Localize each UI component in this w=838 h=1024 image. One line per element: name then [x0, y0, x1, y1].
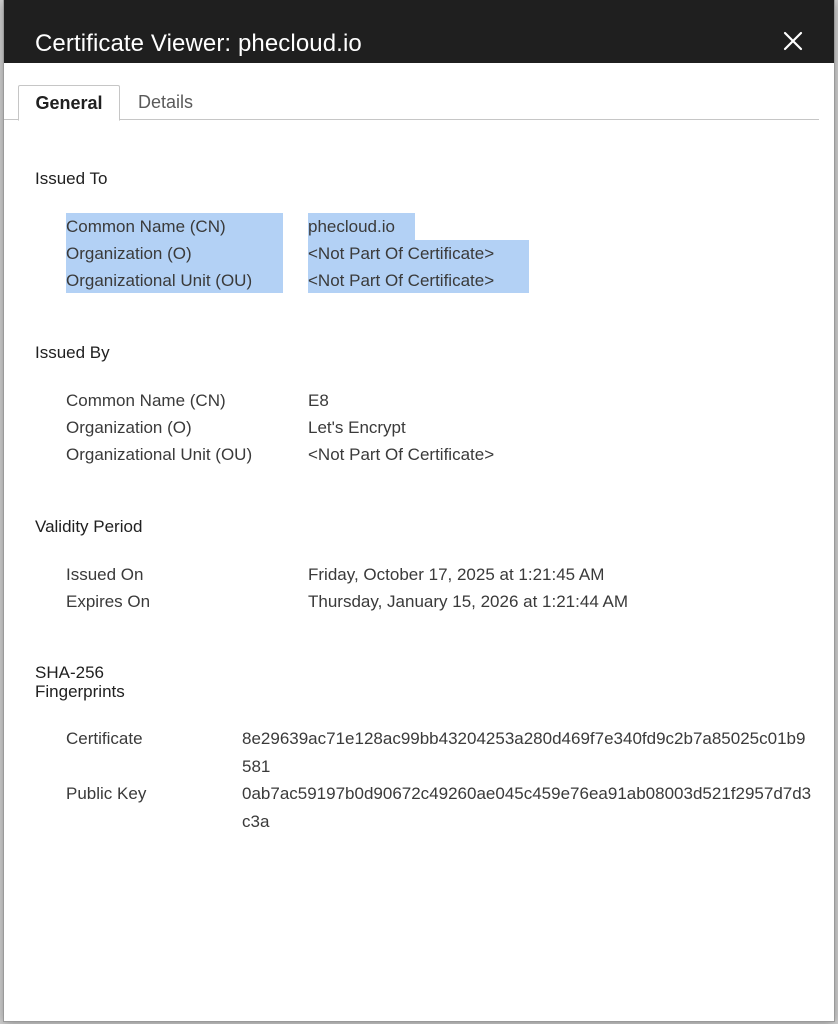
issued-by-o-value: Let's Encrypt	[308, 418, 406, 437]
tab-details[interactable]: Details	[138, 92, 194, 112]
issued-to-o-label: Organization (O)	[66, 244, 192, 263]
issued-by-ou-value: <Not Part Of Certificate>	[308, 445, 495, 464]
issued-to-o-value: <Not Part Of Certificate>	[308, 244, 495, 263]
fingerprints-heading-line2: Fingerprints	[35, 682, 125, 701]
issued-to-heading: Issued To	[35, 169, 108, 188]
issued-on-value: Friday, October 17, 2025 at 1:21:45 AM	[308, 565, 605, 584]
public-key-fingerprint-value: 0ab7ac59197b0d90672c49260ae045c459e76ea91ab08003d521f2957d7d3c3a	[242, 784, 812, 831]
issued-by-heading: Issued By	[35, 343, 110, 362]
tab-bar	[4, 63, 834, 121]
issued-on-label: Issued On	[66, 565, 144, 584]
expires-on-label: Expires On	[66, 592, 151, 611]
issued-to-ou-value: <Not Part Of Certificate>	[308, 271, 495, 290]
public-key-fingerprint-label: Public Key	[66, 784, 147, 803]
dialog-titlebar	[4, 0, 834, 63]
issued-by-cn-label: Common Name (CN)	[66, 391, 226, 410]
certificate-fingerprint-value: 8e29639ac71e128ac99bb43204253a280d469f7e340fd9c2b7a85025c01b9581	[242, 729, 806, 776]
issued-to-ou-label: Organizational Unit (OU)	[66, 271, 253, 290]
issued-to-cn-label: Common Name (CN)	[66, 217, 226, 236]
validity-heading: Validity Period	[35, 517, 143, 536]
certificate-viewer-dialog	[4, 0, 834, 1021]
close-button[interactable]	[780, 28, 806, 54]
expires-on-value: Thursday, January 15, 2026 at 1:21:44 AM	[308, 592, 629, 611]
issued-by-ou-label: Organizational Unit (OU)	[66, 445, 253, 464]
fingerprints-heading-line1: SHA-256	[35, 663, 104, 682]
certificate-fingerprint-label: Certificate	[66, 729, 143, 748]
issued-to-cn-value: phecloud.io	[308, 217, 395, 236]
issued-by-o-label: Organization (O)	[66, 418, 192, 437]
issued-by-cn-value: E8	[308, 391, 329, 410]
close-icon	[780, 28, 806, 54]
dialog-title: Certificate Viewer: phecloud.io	[35, 30, 362, 57]
tab-divider	[4, 119, 819, 120]
tab-general[interactable]: General	[18, 85, 120, 121]
